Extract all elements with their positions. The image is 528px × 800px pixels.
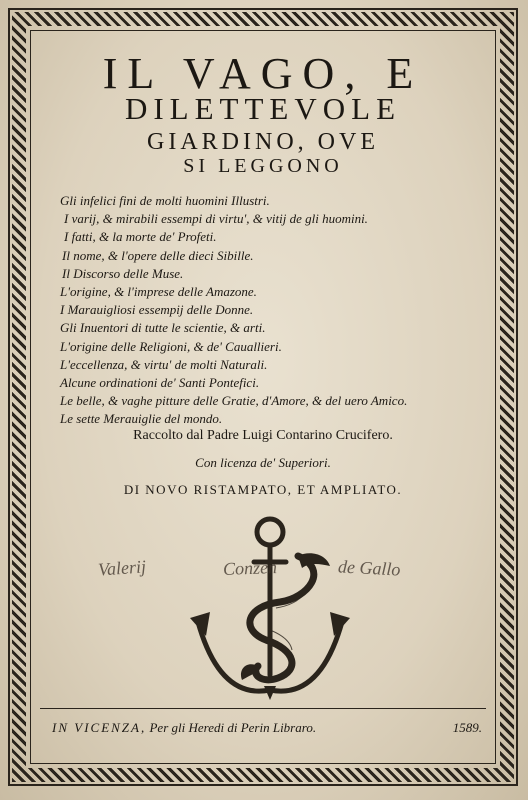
- imprint-printer: Per gli Heredi di Perin Libraro.: [149, 720, 317, 735]
- title-line-4: SI LEGGONO: [183, 155, 343, 177]
- title-line-2: DILETTEVOLE: [124, 91, 402, 126]
- contents-item: Gli infelici fini de molti huomini Illustri.: [60, 193, 270, 208]
- contents-item: Il nome, & l'opere delle dieci Sibille.: [62, 247, 254, 263]
- title-page-content: [40, 40, 486, 754]
- imprint-city: IN VICENZA,: [52, 720, 147, 735]
- contents-item: L'origine delle Religioni, & de' Cauallieri.: [60, 338, 282, 354]
- edition-line: DI NOVO RISTAMPATO, ET AMPLIATO.: [123, 482, 403, 497]
- contents-item: I Marauigliosi essempij delle Donne.: [60, 302, 254, 318]
- imprint-rule: [40, 708, 486, 709]
- contents-item: Gli Inuentori di tutte le scientie, & arti.: [60, 320, 266, 336]
- contents-item: I fatti, & la morte de' Profeti.: [64, 229, 217, 245]
- compiler-line: Raccolto dal Padre Luigi Contarino Crucifero.: [133, 428, 393, 443]
- contents-item: Le belle, & vaghe pitture delle Gratie, d'Amore, & del uero Amico.: [60, 393, 408, 409]
- signature-part: Conzen: [222, 557, 278, 579]
- title-line-1: IL VAGO, E: [102, 49, 424, 98]
- title-line-3: GIARDINO, OVE: [147, 129, 379, 155]
- anchor-dolphin-printer-device: [180, 510, 360, 710]
- signature-part: de Gallo: [337, 556, 402, 580]
- license-line: Con licenza de' Superiori.: [195, 455, 331, 470]
- contents-item: L'eccellenza, & virtu' de molti Naturali.: [60, 356, 268, 372]
- signature-part: Valerij: [97, 556, 147, 580]
- imprint-year: 1589.: [452, 720, 482, 735]
- contents-item: I varij, & mirabili essempi di virtu', & vitij de gli huomini.: [64, 211, 368, 227]
- contents-item: Alcune ordinationi de' Santi Pontefici.: [60, 375, 260, 391]
- imprint-line: [52, 720, 482, 736]
- contents-list: [60, 192, 490, 429]
- contents-item: Il Discorso delle Muse.: [62, 265, 184, 281]
- contents-item: L'origine, & l'imprese delle Amazone.: [60, 284, 257, 300]
- contents-item: Le sette Merauiglie del mondo.: [60, 411, 223, 427]
